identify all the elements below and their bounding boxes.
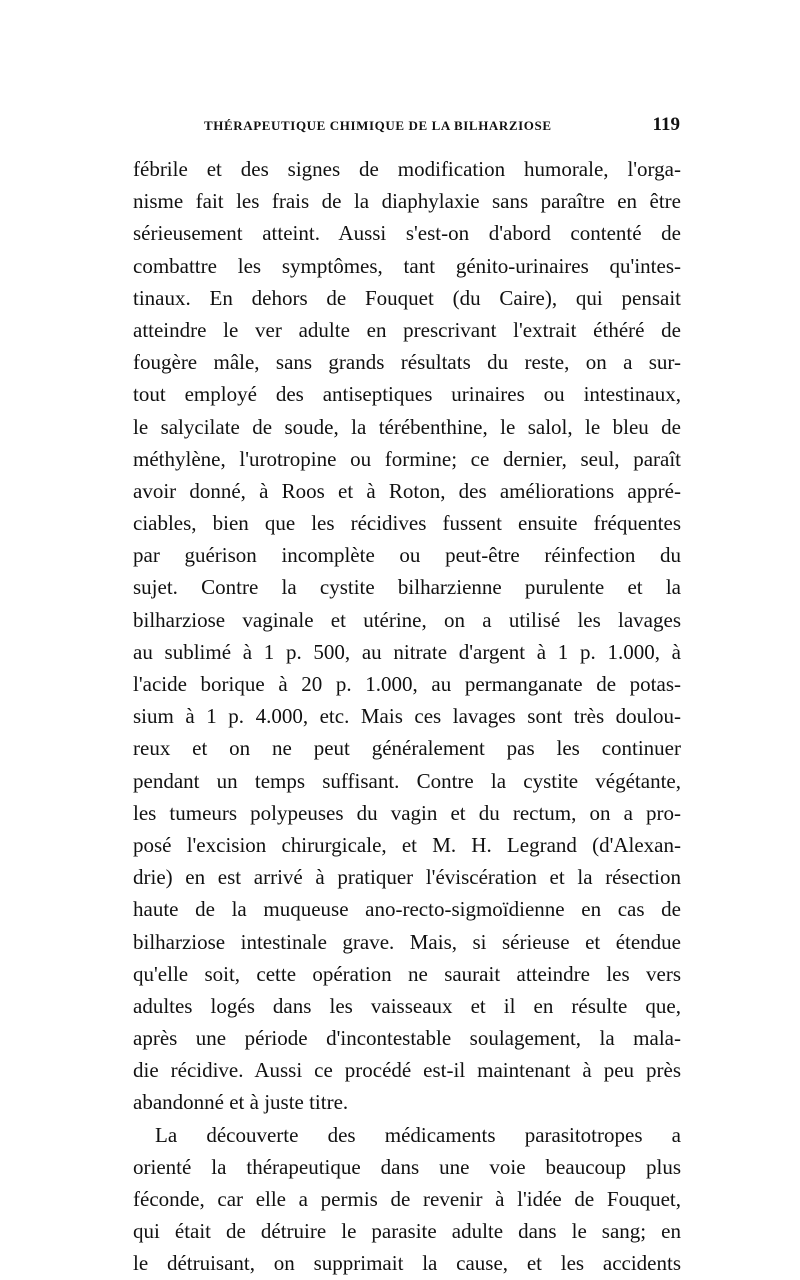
text-line: qu'elle soit, cette opération ne saurait atteindre les vers bbox=[133, 961, 681, 986]
text-line: combattre les symptômes, tant génito-urinaires qu'intes- bbox=[133, 253, 681, 278]
text-line: atteindre le ver adulte en prescrivant l'extrait éthéré de bbox=[133, 317, 681, 342]
text-line: nisme fait les frais de la diaphylaxie sans paraître en être bbox=[133, 189, 681, 214]
text-line: sium à 1 p. 4.000, etc. Mais ces lavages sont très doulou- bbox=[133, 704, 681, 729]
text-line: pendant un temps suffisant. Contre la cystite végétante, bbox=[133, 768, 681, 793]
text-line: par guérison incomplète ou peut-être réinfection du bbox=[133, 543, 681, 568]
text-line: féconde, car elle a permis de revenir à l'idée de Fouquet, bbox=[133, 1187, 681, 1211]
text-line: reux et on ne peut généralement pas les continuer bbox=[133, 736, 681, 761]
text-line: qui était de détruire le parasite adulte dans le sang; en bbox=[133, 1219, 681, 1244]
page-number: 119 bbox=[652, 114, 680, 135]
text-line: haute de la muqueuse ano-recto-sigmoïdienne en cas de bbox=[133, 897, 681, 922]
paragraph-start-line: La découverte des médicaments parasitotropes a bbox=[155, 1122, 681, 1147]
text-line: le détruisant, on supprimait la cause, et les accidents bbox=[133, 1251, 681, 1276]
text-line: le salycilate de soude, la térébenthine, le salol, le bleu de bbox=[133, 414, 681, 439]
text-line: les tumeurs polypeuses du vagin et du rectum, on a pro- bbox=[133, 800, 681, 825]
text-line: après une période d'incontestable soulagement, la mala- bbox=[133, 1026, 681, 1051]
text-line: ciables, bien que les récidives fussent ensuite fréquentes bbox=[133, 511, 681, 536]
text-line: fougère mâle, sans grands résultats du reste, on a sur- bbox=[133, 350, 681, 375]
text-line: posé l'excision chirurgicale, et M. H. Legrand (d'Alexan- bbox=[133, 832, 681, 857]
text-line: tinaux. En dehors de Fouquet (du Caire), qui pensait bbox=[133, 285, 681, 310]
text-line: au sublimé à 1 p. 500, au nitrate d'argent à 1 p. 1.000, à bbox=[133, 639, 681, 664]
text-line: l'acide borique à 20 p. 1.000, au permanganate de potas- bbox=[133, 672, 681, 696]
running-title: THÉRAPEUTIQUE CHIMIQUE DE LA BILHARZIOSE bbox=[204, 118, 552, 133]
text-line: sujet. Contre la cystite bilharzienne purulente et la bbox=[133, 575, 681, 600]
text-line: fébrile et des signes de modification humorale, l'orga- bbox=[133, 157, 681, 181]
text-line: tout employé des antiseptiques urinaires ou intestinaux, bbox=[133, 382, 681, 407]
body-text bbox=[133, 153, 681, 1280]
text-line: bilharziose intestinale grave. Mais, si sérieuse et étendue bbox=[133, 929, 681, 954]
running-head bbox=[130, 114, 682, 140]
text-line: die récidive. Aussi ce procédé est-il maintenant à peu près bbox=[133, 1058, 681, 1083]
text-line: bilharziose vaginale et utérine, on a utilisé les lavages bbox=[133, 607, 681, 632]
text-line: méthylène, l'urotropine ou formine; ce dernier, seul, paraît bbox=[133, 446, 681, 471]
text-line: avoir donné, à Roos et à Roton, des améliorations appré- bbox=[133, 478, 681, 503]
text-line: adultes logés dans les vaisseaux et il en résulte que, bbox=[133, 993, 681, 1018]
paragraph-end-line: abandonné et à juste titre. bbox=[133, 1090, 349, 1115]
text-line: orienté la thérapeutique dans une voie beaucoup plus bbox=[133, 1154, 681, 1179]
text-line: drie) en est arrivé à pratiquer l'éviscération et la résection bbox=[133, 865, 681, 890]
text-line: sérieusement atteint. Aussi s'est-on d'abord contenté de bbox=[133, 221, 681, 246]
